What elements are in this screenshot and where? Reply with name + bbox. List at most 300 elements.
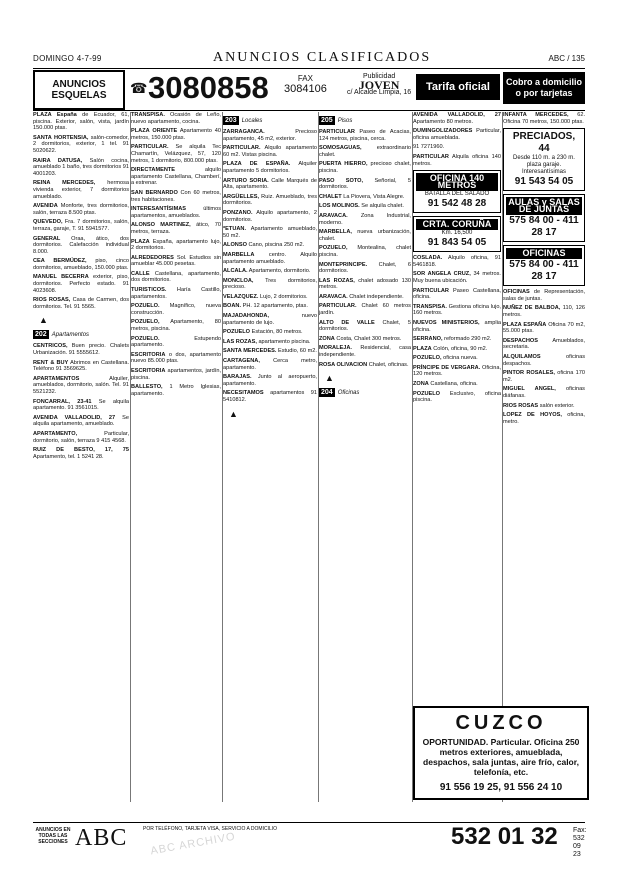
classified-ad [131,287,221,300]
ad-heading: CENTRICOS, [33,343,68,350]
ad-heading: AVENIDA [33,203,58,210]
ad-text: Junto al aeropuerto, apartamento. [223,374,317,387]
ad-heading: PARTICULAR [413,287,449,294]
ad-heading: RAIRA DATUSA, [33,157,83,164]
ad-heading: TRANSPISA. [131,112,165,118]
pub-label: Publicidad [362,73,396,80]
ad-text: salón-comedor, 2 dormitorios, exterior, 1 tel. 91 5020622. [33,134,129,154]
ad-heading: CALLE [131,270,150,277]
classified-ad [413,304,501,317]
ad-heading: SERRANO, [413,336,443,343]
ad-text: Calle Marqués de Alta, apartamento. [223,177,317,191]
column-4 [319,112,411,802]
ad-text: Tres dormitorios, precioso. [223,277,317,291]
ad-text: Chalet, oficinas. [368,361,409,368]
classified-ad [319,194,411,201]
ad-text: apartamentos 91 5410812. [223,390,317,403]
page-section-title: ANUNCIOS CLASIFICADOS [213,50,432,65]
ad-text: de Ecuador, 61, piscina. Exterior, salón, vista, jardín 150.000 ptas. [33,112,129,132]
ad-text: de Representación, salas de juntas. [503,289,585,302]
page-number: ABC / 135 [548,54,585,63]
ad-heading: VELAZQUEZ. [223,293,259,300]
cuzco-ad [413,706,589,800]
classified-ad [131,144,221,164]
ad-text: extraordinario chalet. [319,145,411,158]
classified-ad [223,339,317,346]
ad-heading: COSLADA. [413,255,443,262]
oficinas-ad [503,245,585,286]
classified-ad [319,294,411,301]
ad-heading: PLAZA España [33,112,77,118]
ad-heading: BOAN. [223,303,242,310]
ad-heading: INTERESANTÍSIMAS [131,206,187,213]
classified-ad [131,384,221,397]
ad-text: hermosa vivienda exterior, 7 dormitorios amueblado. [33,180,129,200]
ad-heading: POZUELO. [131,335,160,342]
ad-heading: PONZANO. [223,209,253,216]
cobro-banner: Cobro a domicilio o por tarjetas [503,72,585,104]
ad-text: Apartamento, dormitorio. [248,268,311,275]
ad-text: Magnífico, nueva construcción. [131,303,221,316]
ad-heading: PLAZA DE ESPAÑA. [223,161,291,168]
ad-heading: ARAVACA. [319,212,348,219]
ad-text: Se alquila Tec Chamartín, Velázquez, 57, 120 metros, 1 dormitorio, 800.000 ptas. [131,144,221,164]
ad-heading: BARAJAS. [223,374,252,381]
ad-text: Apartamento 80 metros. [413,118,474,125]
ad-heading: PLAZA ORIENTE [131,128,178,135]
footer-info: POR TELÉFONO, TARJETA VISA, SERVICIO A DOMICILIO [143,826,278,832]
ad-phone: 575 84 00 - 411 28 17 [509,259,579,283]
ad-text: Se alquila apartamento, amueblado. [33,414,129,428]
ad-text: Oficina, 120 metros. [413,364,501,378]
classified-ad [33,219,129,232]
ad-text: oficina 170 m2. [503,370,585,383]
classified-ad [413,255,501,268]
ad-heading: ROSA OLIVACION [319,361,368,368]
ad-heading: POZUELO. [131,303,160,310]
classified-ad [33,447,129,460]
classified-ad [319,229,411,242]
ad-heading: LOPEZ DE HOYOS, [503,412,562,419]
ad-text: Alquila oficina 140 metros. [413,153,501,167]
classified-ad [33,112,129,132]
ad-text: Montealina, chalet piscina. [319,245,411,258]
ad-phone: 575 84 00 - 411 28 17 [509,215,579,239]
column-2 [131,112,221,802]
ad-heading: PARTICULAR. [319,303,357,310]
classified-ad [131,319,221,332]
ad-text: ático, 70 metros, terraza. [131,222,221,235]
ad-heading: ALTO DE VALLE [319,319,375,326]
ad-heading: TRANSPISA. [413,303,447,310]
classified-ad [503,370,585,383]
ad-sub: Km. 16,500 [441,230,473,237]
classified-ad [319,278,411,291]
classified-ad [413,365,501,378]
classified-ad [131,190,221,203]
triangle-icon: ▲ [39,315,48,326]
ad-text: Casa de Carmen, dos dormitorios. Tel. 91 5565. [33,297,129,310]
classified-ad [319,161,411,174]
ad-text: Apartamento amueblado, 50 m2. [223,226,317,239]
classified-ad [33,431,129,444]
ad-text: salón exterior. [539,402,575,409]
classified-ad [223,129,317,142]
ad-text: reformado 290 m2. [444,336,492,343]
cuzco-title: CUZCO [455,712,547,734]
ad-heading: DIRECTAMENTE [131,167,176,174]
ad-text: Alquilo apartamento 60 m2. Vistas piscina. [223,145,317,158]
ad-heading: QUEVEDO, [33,219,63,226]
classified-ad [503,305,585,318]
ad-text: Alquilo oficina, 91 5461818. [413,255,501,268]
classified-ad [33,135,129,155]
classified-ad [319,245,411,258]
classified-ad [413,346,501,353]
classified-ad [33,343,129,356]
page-footer [33,822,587,858]
classified-ad [131,352,221,365]
ad-text: centro. Alquilo apartamento amueblado. [223,251,317,265]
classified-ad [223,390,317,403]
ad-text: 62. Oficina 70 metros, 150.000 ptas. [503,112,585,125]
ad-heading: REINA MERCEDES, [33,180,96,187]
ad-heading: ALONSO MARTINEZ, [131,222,191,229]
ad-heading: AVENIDA VALLADOLID, 27 [33,414,116,421]
fax-label: FAX [297,74,313,83]
ad-text: Cano, piscina 250 m2. [248,242,305,249]
classified-ad [413,381,501,388]
classified-ad [503,412,585,425]
ad-heading: ZONA [319,335,335,342]
ad-text: Apartamento 40 metros, 150.000 ptas. [131,128,221,141]
ad-heading: SAN BERNARDO [131,189,178,196]
classified-ad [131,239,221,252]
ad-text: Señorial, 5 dormitorios. [319,177,411,191]
ad-text: oficina, metro. [503,412,585,425]
ad-heading: RUIZ DE BESTO, 17, 75 [33,447,129,454]
ad-heading: PLAZA ESPAÑA [503,321,547,328]
anuncios-esquelas-box [33,70,125,110]
classified-ad [223,278,317,291]
ad-heading: ESCRITORIA [131,351,166,358]
cuzco-text: OPORTUNIDAD. Particular. Oficina 250 metros exteriores, amueblada, despachos, sala juntas, aire frío, calor, telefonía, etc. [422,737,580,777]
ad-text: Castellana, apartamento, dos dormitorios. [131,270,221,284]
ad-heading: MORALEJA. [319,345,352,352]
classified-ad [131,128,221,141]
classified-ad [413,128,501,141]
ad-text: 110, 126 metros. [503,305,585,318]
ad-heading: CRTA. CORUÑA [416,219,498,230]
classified-ad [319,303,411,316]
ad-text: Estación, 80 metros. [251,329,303,336]
ad-heading: ALQUILAMOS [503,353,541,360]
ad-heading: PRECIADOS, 44 [512,131,576,155]
classified-ad [131,255,221,268]
ad-text: precioso chalet, piscina. [319,161,411,174]
ad-text: Cerca metro, apartamento. [223,358,317,371]
ad-heading: MONCLOA, [223,277,254,284]
oficina-140-ad [413,170,501,213]
ad-text: amplia oficina. [413,319,501,333]
ad-heading: MONTEPRINCIPE. [319,261,368,268]
ad-text: Sol. Estudios sin amueblar 45.000 pesetas. [131,254,221,268]
ad-text: Amueblados, secretaria. [503,337,585,351]
section-header: 203 Locales [225,117,263,124]
ad-text: Gestiona oficina lujo, 160 metros. [413,303,501,317]
ad-heading: PLAZA [413,345,432,352]
classified-ad [319,320,411,333]
ad-text: 34 metros. Muy buena ubicación. [413,271,501,284]
ad-heading: APARTAMENTOS [33,375,80,382]
ad-text: Exclusivo, oficina piscina. [413,390,501,404]
classified-ad [131,368,221,381]
ad-heading: FONCARRAL, 23-41 [33,398,92,405]
classified-ad [413,271,501,284]
ad-text: PH. 12 apartamento, ptas. [242,303,308,310]
publicidad-joven-logo [347,73,411,97]
ad-heading: OFICINA 140 METROS [416,173,498,191]
ad-text: alquilo apartamento Castellana, Chamberí, a estrenar. [131,167,221,187]
pub-sub: c/ Alcalde Limpia, 16 [347,89,412,96]
ad-text: Se alquila chalet. [361,203,404,210]
ad-text: Chalet, 6 dormitorios. [319,261,411,275]
ad-heading: NECESITAMOS [223,390,264,397]
ad-heading: ZARRAGANCA. [223,129,265,135]
ad-heading: PARTICULAR. [223,145,261,152]
ad-text: Se alquila apartamento. 91 3561015. [33,398,129,412]
ad-text: Ocasión de Leño, nuevo apartamento, cocina. [131,112,221,125]
triangle-icon: ▲ [325,373,334,384]
ad-text: exterior, piso, dormitorios. Perfecto estado. 91 4023608. [33,274,129,294]
column-3 [223,112,317,802]
ad-heading: PLAZA [131,238,150,245]
classified-ad [131,206,221,219]
cuzco-phone: 91 556 19 25, 91 556 24 10 [439,782,563,793]
classified-ad [33,236,129,256]
ad-heading: NUÑEZ DE BALBOA, [503,305,561,312]
box-line-1: ANUNCIOS [52,79,106,90]
archive-watermark: ABC ARCHIVO [149,830,237,858]
classified-ad [131,336,221,349]
ad-text: oficina nueva. [443,355,478,362]
ad-text: Costa, Chalet 300 metros. [336,335,402,342]
classified-ad [223,374,317,387]
ad-heading: OFICINAS [506,248,582,259]
ad-text: Alquiler, amueblados, dormitorio, salón. Tel. 91 5521232. [33,375,129,395]
ad-phone: 91 543 54 05 [514,176,574,188]
ad-heading: RIOS ROSAS [503,402,539,409]
ad-text: Haría Castillo, apartamentos. [131,287,221,300]
classified-ad [223,252,317,265]
pub-brand: JOVEN [358,78,400,92]
ad-heading: ALCALA. [223,268,248,275]
footer-left-text: ANUNCIOS EN TODAS LAS SECCIONES [35,827,71,845]
ad-heading: POZUELO, [131,319,160,326]
ad-text: o dos, apartamento nuevo 85.000 ptas. [131,351,221,365]
classified-ad [503,386,585,399]
classified-ad [131,303,221,316]
ad-heading: PARTICULAR [413,153,449,160]
ad-text: Colón, oficina, 90 m2. [433,345,488,352]
ad-heading: PUERTA HIERRO, [319,161,368,168]
ad-heading: SANTA MERCEDES. [223,348,277,355]
ad-text: apartamento piscina. [258,338,311,345]
classified-ad [223,358,317,371]
ad-heading: AVENIDA VALLADOLID, 27 [413,112,501,118]
classified-ad [503,112,585,125]
classified-ad [33,203,129,216]
ad-heading: MANUEL BECERRA [33,274,89,281]
ad-heading: RIOS ROSAS, [33,297,71,304]
ad-text: Paseo Castellana, oficina. [413,287,501,301]
fax-block [284,74,327,94]
column-5 [413,112,501,702]
ad-text: Chalet 60 metros jardín. [319,303,411,317]
ad-heading: MAJADAHONDA, [223,313,269,320]
ad-heading: ALONSO [223,242,247,249]
ad-heading: ARAVACA. [319,293,348,300]
classified-ad [319,203,411,210]
ad-text: oficinas diáfanas. [503,386,585,399]
classified-ad [33,258,129,271]
ad-heading: POZUELO [413,390,441,397]
ad-text: Precioso apartamento, 45 m2, exterior. [223,129,317,142]
column-6 [503,112,585,702]
ad-heading: POZUELO [223,329,251,336]
footer-fax: Fax: 532 09 23 [573,827,587,858]
ad-text: Chalet independiente. [349,293,404,300]
page-date: DOMINGO 4-7-99 [33,54,102,63]
classified-ad [33,180,129,200]
ad-text: Chalet, 5 dormitorios. [319,319,411,333]
main-phone-number: 3080858 [148,70,269,105]
classified-ad [319,262,411,275]
classified-ad [223,178,317,191]
ad-text: Zona Industrial, moderno. [319,212,411,226]
ad-text: Particular, dormitorio, salón, terraza 9 415 4568. [33,430,129,444]
section-header: 205 Pisos [321,117,353,124]
ad-text: España, apartamento lujo, 2 dormitorios. [131,238,221,252]
classified-ad [223,268,317,275]
section-header: 202 Apartamentos [35,331,90,339]
classified-ad [413,144,501,151]
classified-ad [319,213,411,226]
ad-text: piso, cinco dormitorios, amueblado, 150.000 ptas. [33,258,129,271]
ad-sub: Desde 110 m. a 230 m. plaza garaje. Interesantísimas [513,155,575,176]
ad-sub: BATALLA DEL SALADO [424,191,490,198]
ad-heading: APARTAMENTO, [33,430,78,437]
classified-ad [319,129,411,142]
ad-text: 1 Metro Iglesias, apartamento. [131,384,221,397]
ad-text: Castellana, oficina. [430,381,478,388]
ad-heading: CEA BERMÚDEZ, [33,258,87,265]
ad-text: Alquilo apartamento, 2 dormitorios. [223,209,317,223]
ad-text: nuevo apartamento de lujo. [223,313,317,326]
ad-text: Lujo, 2 dormitorios. [260,293,308,300]
ad-text: Apartamento, tel. 1 5241 28. [33,453,104,460]
classified-ad [223,161,317,174]
ad-heading: PINTOR ROSALES, [503,370,555,377]
ad-heading: PARTICULAR. [131,144,169,151]
ad-phone: 91 542 48 28 [427,198,487,210]
ad-heading: *ETUAN. [223,226,246,233]
ad-heading: RENT & BUY [33,359,69,366]
classified-ad [131,222,221,235]
ad-text: Residencial, casa independiente. [319,345,411,359]
page-top-bar [33,52,585,69]
ad-heading: POZUELO, [413,355,442,362]
classified-ad [223,313,317,326]
ad-text: Oficina 70 m2, 55.000 ptas. [503,321,585,335]
ad-heading: NUEVOS MINISTERIOS, [413,319,480,326]
ad-text: Abrimos en Castellana. Teléfono 91 3569625. [33,359,129,373]
abc-logo: ABC [75,825,128,851]
classified-ad [223,145,317,158]
ad-heading: GENERAL [33,235,61,242]
ad-heading: PRÍNCIPE DE VERGARA. [413,364,481,371]
footer-phone: 532 01 32 [451,823,558,850]
section-header: 204 Oficinas [321,389,360,397]
classified-ad [503,289,585,302]
preciados-ad [503,128,585,191]
ad-heading: PARTICULAR [319,129,355,135]
classified-ad [33,297,129,310]
ad-text: La Piovera, Vista Alegre. [343,193,405,200]
classified-ad [33,158,129,178]
classified-ad [223,329,317,336]
ad-text: chalet adosado 130 metros. [319,277,411,291]
classified-ad [33,360,129,373]
classified-ad [131,112,221,125]
ad-heading: INFANTA MERCEDES, [503,112,569,118]
ad-heading: ALREDEDORES [131,254,174,261]
ad-heading: TURISTICOS. [131,287,167,294]
ad-text: 91 7271960. [413,144,445,151]
classified-ad [413,112,501,125]
ad-text: Salón cocina, amueblado 1 baño, tres dormitorios 91 4001203. [33,157,129,177]
classified-ad [503,403,585,410]
ad-heading: MIGUEL ANGEL, [503,386,556,393]
ad-phone: 91 843 54 05 [427,237,487,249]
ad-heading: POZUELO, [319,245,348,252]
ad-heading: MARBELLA, [319,229,352,236]
ad-heading: LAS ROZAS, [223,338,257,345]
classified-ad [33,415,129,428]
fax-number: 3084106 [284,83,327,95]
box-line-2: ESQUELAS [51,90,107,101]
ad-text: Monforte, tres dormitorios, salón, terraza 8.500 ptas. [33,203,129,216]
ad-heading: SANTA HORTENSIA, [33,134,89,141]
ad-text: Alquiler apartamento 5 dormitorios. [223,161,317,174]
classified-ad [503,338,585,351]
classified-ad [413,355,501,362]
ad-text: Estudio, 60 m2. [278,348,317,355]
classified-ad [319,336,411,343]
ad-heading: MARBELLA [223,251,255,258]
ad-heading: DUMINGOLIZADORES [413,128,473,135]
ad-heading: OFICINAS [503,289,530,296]
ad-heading: DESPACHOS [503,337,539,344]
ad-text: nueva urbanización, chalet. [319,229,411,242]
classified-ad [223,348,317,355]
classified-ad [503,322,585,335]
tarifa-oficial-banner: Tarifa oficial [416,74,500,100]
ad-heading: ESCRITORIA [131,368,166,374]
classified-ad [319,178,411,191]
ad-text: últimos apartamentos, amueblados. [131,206,221,219]
ad-text: Particular, oficina amueblada. [413,128,501,141]
